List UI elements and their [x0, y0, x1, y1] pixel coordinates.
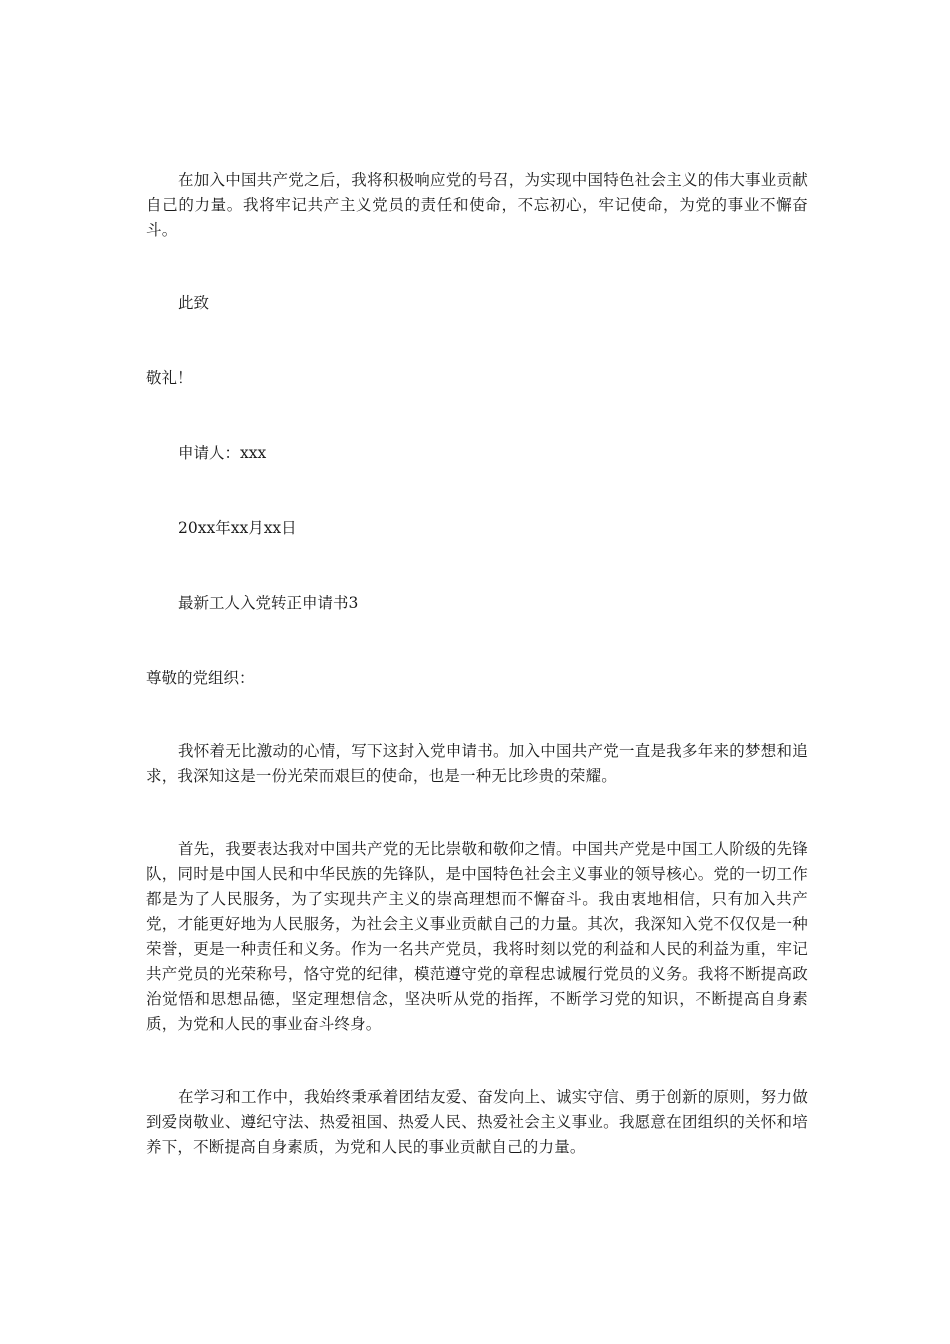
spacer — [146, 789, 808, 837]
closing-cizhi: 此致 — [178, 294, 210, 312]
closing-jingli: 敬礼！ — [146, 369, 193, 387]
paragraph-study-work: 在学习和工作中，我始终秉承着团结友爱、奋发向上、诚实守信、勇于创新的原则，努力做到爱岗敬业、遵纪守法、热爱祖国、热爱人民、热爱社会主义事业。我愿意在团组织的关怀和培养下，不断提高自身素质，为党和人民的事业贡献自己的力量。 — [146, 1088, 808, 1156]
applicant-line: 申请人：xxx — [178, 444, 267, 462]
spacer — [146, 691, 808, 739]
spacer — [146, 1037, 808, 1085]
section-title: 最新工人入党转正申请书3 — [178, 594, 359, 612]
paragraph-commitment: 在加入中国共产党之后，我将积极响应党的号召，为实现中国特色社会主义的伟大事业贡献自己的力量。我将牢记共产主义党员的责任和使命，不忘初心，牢记使命，为党的事业不懈奋斗。 — [146, 171, 808, 239]
salutation: 尊敬的党组织： — [146, 669, 255, 687]
document-body — [146, 168, 808, 1160]
paragraph-intro: 我怀着无比激动的心情，写下这封入党申请书。加入中国共产党一直是我多年来的梦想和追求，我深知这是一份光荣而艰巨的使命，也是一种无比珍贵的荣耀。 — [146, 742, 808, 785]
spacer — [146, 243, 808, 291]
spacer — [146, 316, 808, 366]
spacer — [146, 391, 808, 441]
paragraph-reverence: 首先，我要表达我对中国共产党的无比崇敬和敬仰之情。中国共产党是中国工人阶级的先锋队，同时是中国人民和中华民族的先锋队，是中国特色社会主义事业的领导核心。党的一切工作都是为了人民服务，为了实现共产主义的崇高理想而不懈奋斗。我由衷地相信，只有加入共产党，才能更好地为人民服务，为社会主义事业贡献自己的力量。其次，我深知入党不仅仅是一种荣誉，更是一种责任和义务。作为一名共产党员，我将时刻以党的利益和人民的利益为重，牢记共产党员的光荣称号，恪守党的纪律，模范遵守党的章程忠诚履行党员的义务。我将不断提高政治觉悟和思想品德，坚定理想信念，坚决听从党的指挥，不断学习党的知识，不断提高自身素质，为党和人民的事业奋斗终身。 — [146, 840, 808, 1033]
spacer — [146, 466, 808, 516]
spacer — [146, 541, 808, 591]
date-line: 20xx年xx月xx日 — [178, 519, 297, 537]
spacer — [146, 616, 808, 666]
